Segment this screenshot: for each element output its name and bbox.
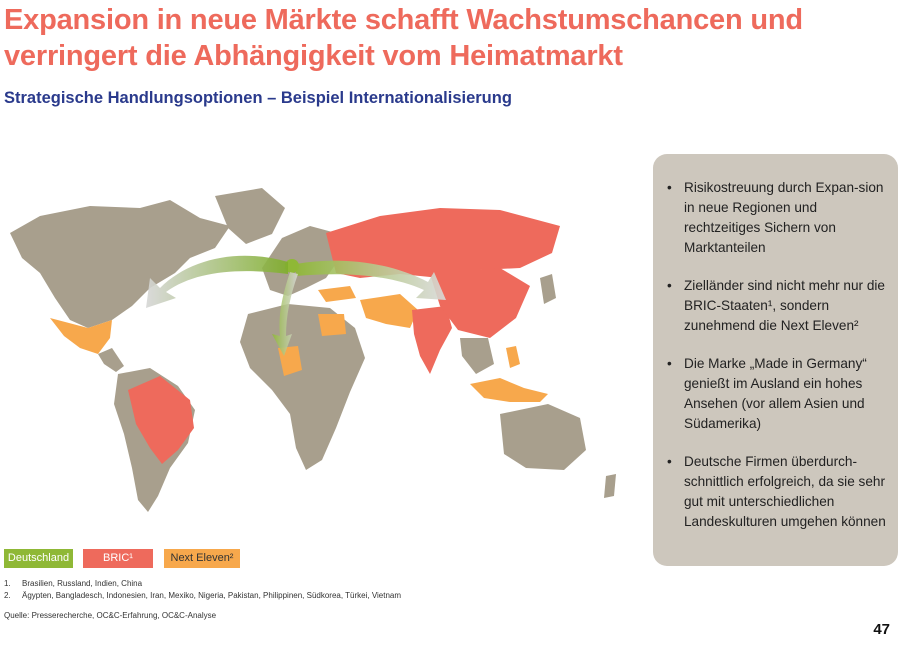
bullet-icon: •: [667, 356, 672, 371]
japan: [540, 274, 556, 304]
australia: [500, 404, 586, 470]
legend-bric: BRIC¹: [83, 549, 153, 568]
philippines: [506, 346, 520, 368]
footnote-2-text: Ägypten, Bangladesch, Indonesien, Iran, Mexiko, Nigeria, Pakistan, Philippinen, Südkorea, Türkei, Vietnam: [22, 591, 402, 600]
key-point: [663, 452, 888, 532]
key-point-text: Risikostreuung durch Expan-sion in neue Regionen und rechtzeitiges Sichern von Marktanteilen: [684, 180, 884, 255]
footnote-1: [4, 578, 401, 590]
central-america: [98, 348, 124, 372]
footnotes: [4, 578, 401, 602]
indonesia-philippines: [470, 378, 548, 402]
title-line-1: Expansion in neue Märkte schafft Wachstumschancen und: [4, 4, 803, 36]
africa: [240, 304, 365, 470]
key-point-text: Zielländer sind nicht mehr nur die BRIC-Staaten¹, sondern zunehmend die Next Eleven²: [684, 278, 885, 333]
key-point-text: Deutsche Firmen überdurch-schnittlich erfolgreich, da sie sehr gut mit unterschiedlichen Landeskulturen umgehen können: [684, 454, 886, 529]
page-title: [4, 2, 884, 74]
new-zealand: [604, 474, 616, 498]
legend-next-eleven: Next Eleven²: [164, 549, 240, 568]
iran-pakistan: [360, 294, 418, 328]
source-note: Quelle: Presserecherche, OC&C-Erfahrung, OC&C-Analyse: [4, 611, 217, 620]
bullet-icon: •: [667, 454, 672, 469]
southeast-asia: [460, 338, 494, 374]
key-point: [663, 276, 888, 336]
page-number: 47: [873, 621, 890, 638]
greenland: [215, 188, 285, 244]
footnote-2: [4, 590, 401, 602]
key-points-list: [663, 178, 888, 550]
footnote-2-num: 2.: [4, 591, 11, 600]
world-map: [0, 178, 640, 528]
key-points-panel: [653, 154, 898, 566]
turkey: [318, 286, 356, 302]
legend-deutschland: Deutschland: [4, 549, 73, 568]
title-line-2: verringert die Abhängigkeit vom Heimatmarkt: [4, 40, 623, 72]
key-point: [663, 354, 888, 434]
key-point: [663, 178, 888, 258]
key-point-text: Die Marke „Made in Germany“ genießt im Ausland ein hohes Ansehen (vor allem Asien und Südamerika): [684, 356, 867, 431]
world-map-svg: [0, 178, 640, 528]
bullet-icon: •: [667, 180, 672, 195]
footnote-1-num: 1.: [4, 579, 11, 588]
page-subtitle: Strategische Handlungsoptionen – Beispiel Internationalisierung: [4, 89, 512, 107]
footnote-1-text: Brasilien, Russland, Indien, China: [22, 579, 143, 588]
egypt: [318, 314, 346, 336]
bullet-icon: •: [667, 278, 672, 293]
north-america: [10, 200, 230, 328]
india: [412, 306, 452, 374]
